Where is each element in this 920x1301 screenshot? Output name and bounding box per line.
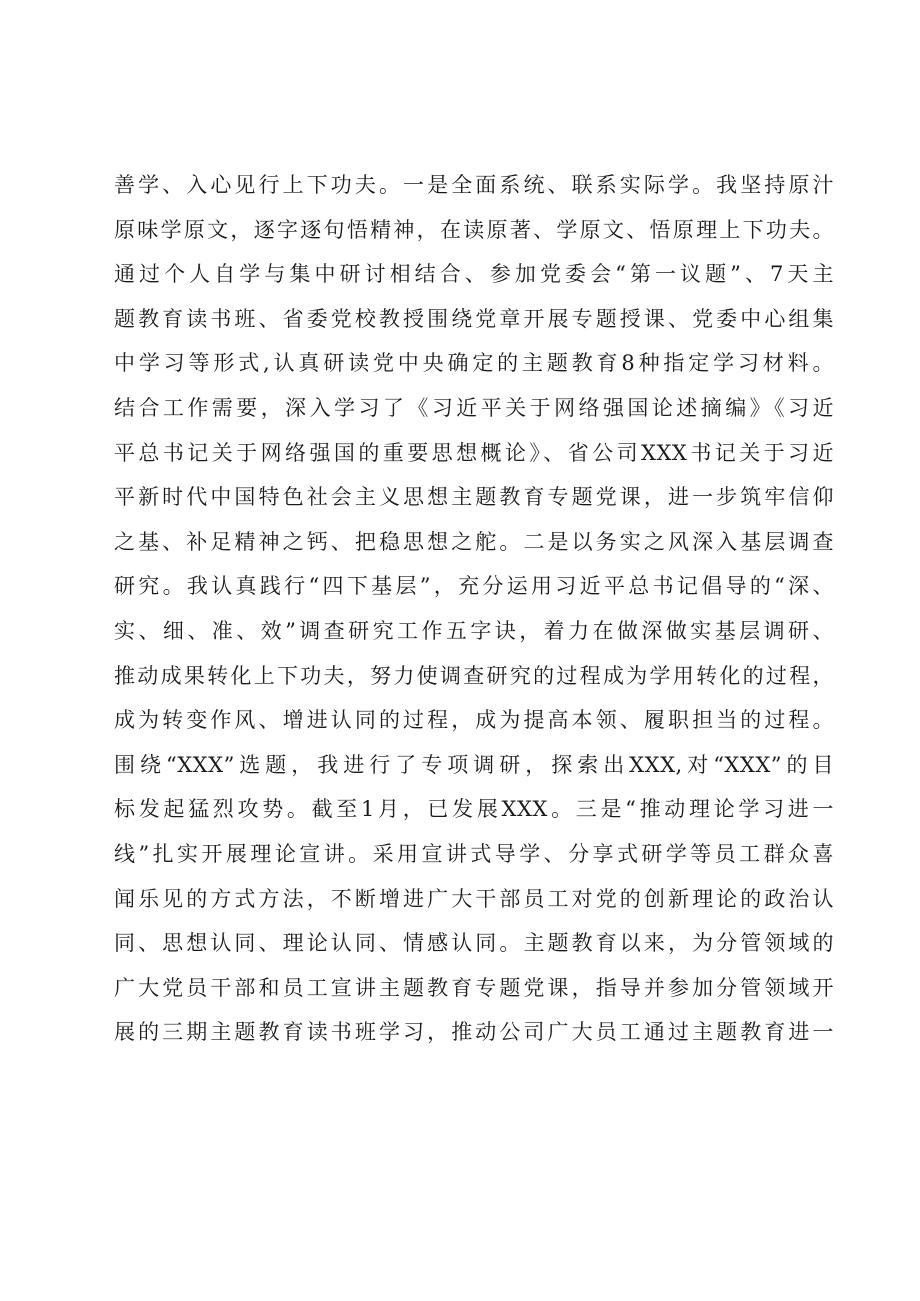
text-line: 闻乐见的方式方法，不断增进广大干部员工对党的创新理论的政治认: [114, 886, 834, 911]
text-line: 成为转变作风、增进认同的过程，成为提高本领、履职担当的过程。: [114, 708, 834, 733]
text-line: 标发起猛烈攻势。截至1月，已发展XXX。三是“推动理论学习进一: [114, 797, 834, 822]
text-line: 善学、入心见行上下功夫。一是全面系统、联系实际学。我坚持原汁: [114, 173, 834, 197]
text-line: 题教育读书班、省委党校教授围绕党章开展专题授课、党委中心组集: [114, 306, 834, 331]
text-line: 实、细、准、效”调查研究工作五字诀，着力在做深做实基层调研、: [114, 618, 834, 643]
body-paragraph: [114, 163, 834, 1055]
text-line: 通过个人自学与集中研讨相结合、参加党委会“第一议题”、7天主: [114, 262, 834, 287]
text-line: 平总书记关于网络强国的重要思想概论》、省公司XXX书记关于习近: [114, 440, 834, 465]
text-line: 中学习等形式,认真研读党中央确定的主题教育8种指定学习材料。: [114, 351, 834, 376]
text-line: 结合工作需要，深入学习了《习近平关于网络强国论述摘编》《习近: [114, 395, 834, 420]
text-line: 同、思想认同、理论认同、情感认同。主题教育以来，为分管领域的: [114, 931, 834, 956]
text-line: 研究。我认真践行“四下基层”，充分运用习近平总书记倡导的“深、: [114, 574, 834, 599]
text-line: 原味学原文，逐字逐句悟精神，在读原著、学原文、悟原理上下功夫。: [114, 217, 834, 242]
text-line: 广大党员干部和员工宣讲主题教育专题党课，指导并参加分管领域开: [114, 975, 834, 1000]
text-line: 平新时代中国特色社会主义思想主题教育专题党课，进一步筑牢信仰: [114, 485, 834, 510]
text-line: 之基、补足精神之钙、把稳思想之舵。二是以务实之风深入基层调查: [114, 529, 834, 554]
text-line: 展的三期主题教育读书班学习，推动公司广大员工通过主题教育进一: [114, 1020, 834, 1045]
text-line: 围绕“XXX”选题，我进行了专项调研，探索出XXX,对“XXX”的目: [114, 752, 834, 777]
text-line: 线”扎实开展理论宣讲。采用宣讲式导学、分享式研学等员工群众喜: [114, 841, 834, 866]
text-line: 推动成果转化上下功夫，努力使调查研究的过程成为学用转化的过程，: [114, 663, 834, 688]
